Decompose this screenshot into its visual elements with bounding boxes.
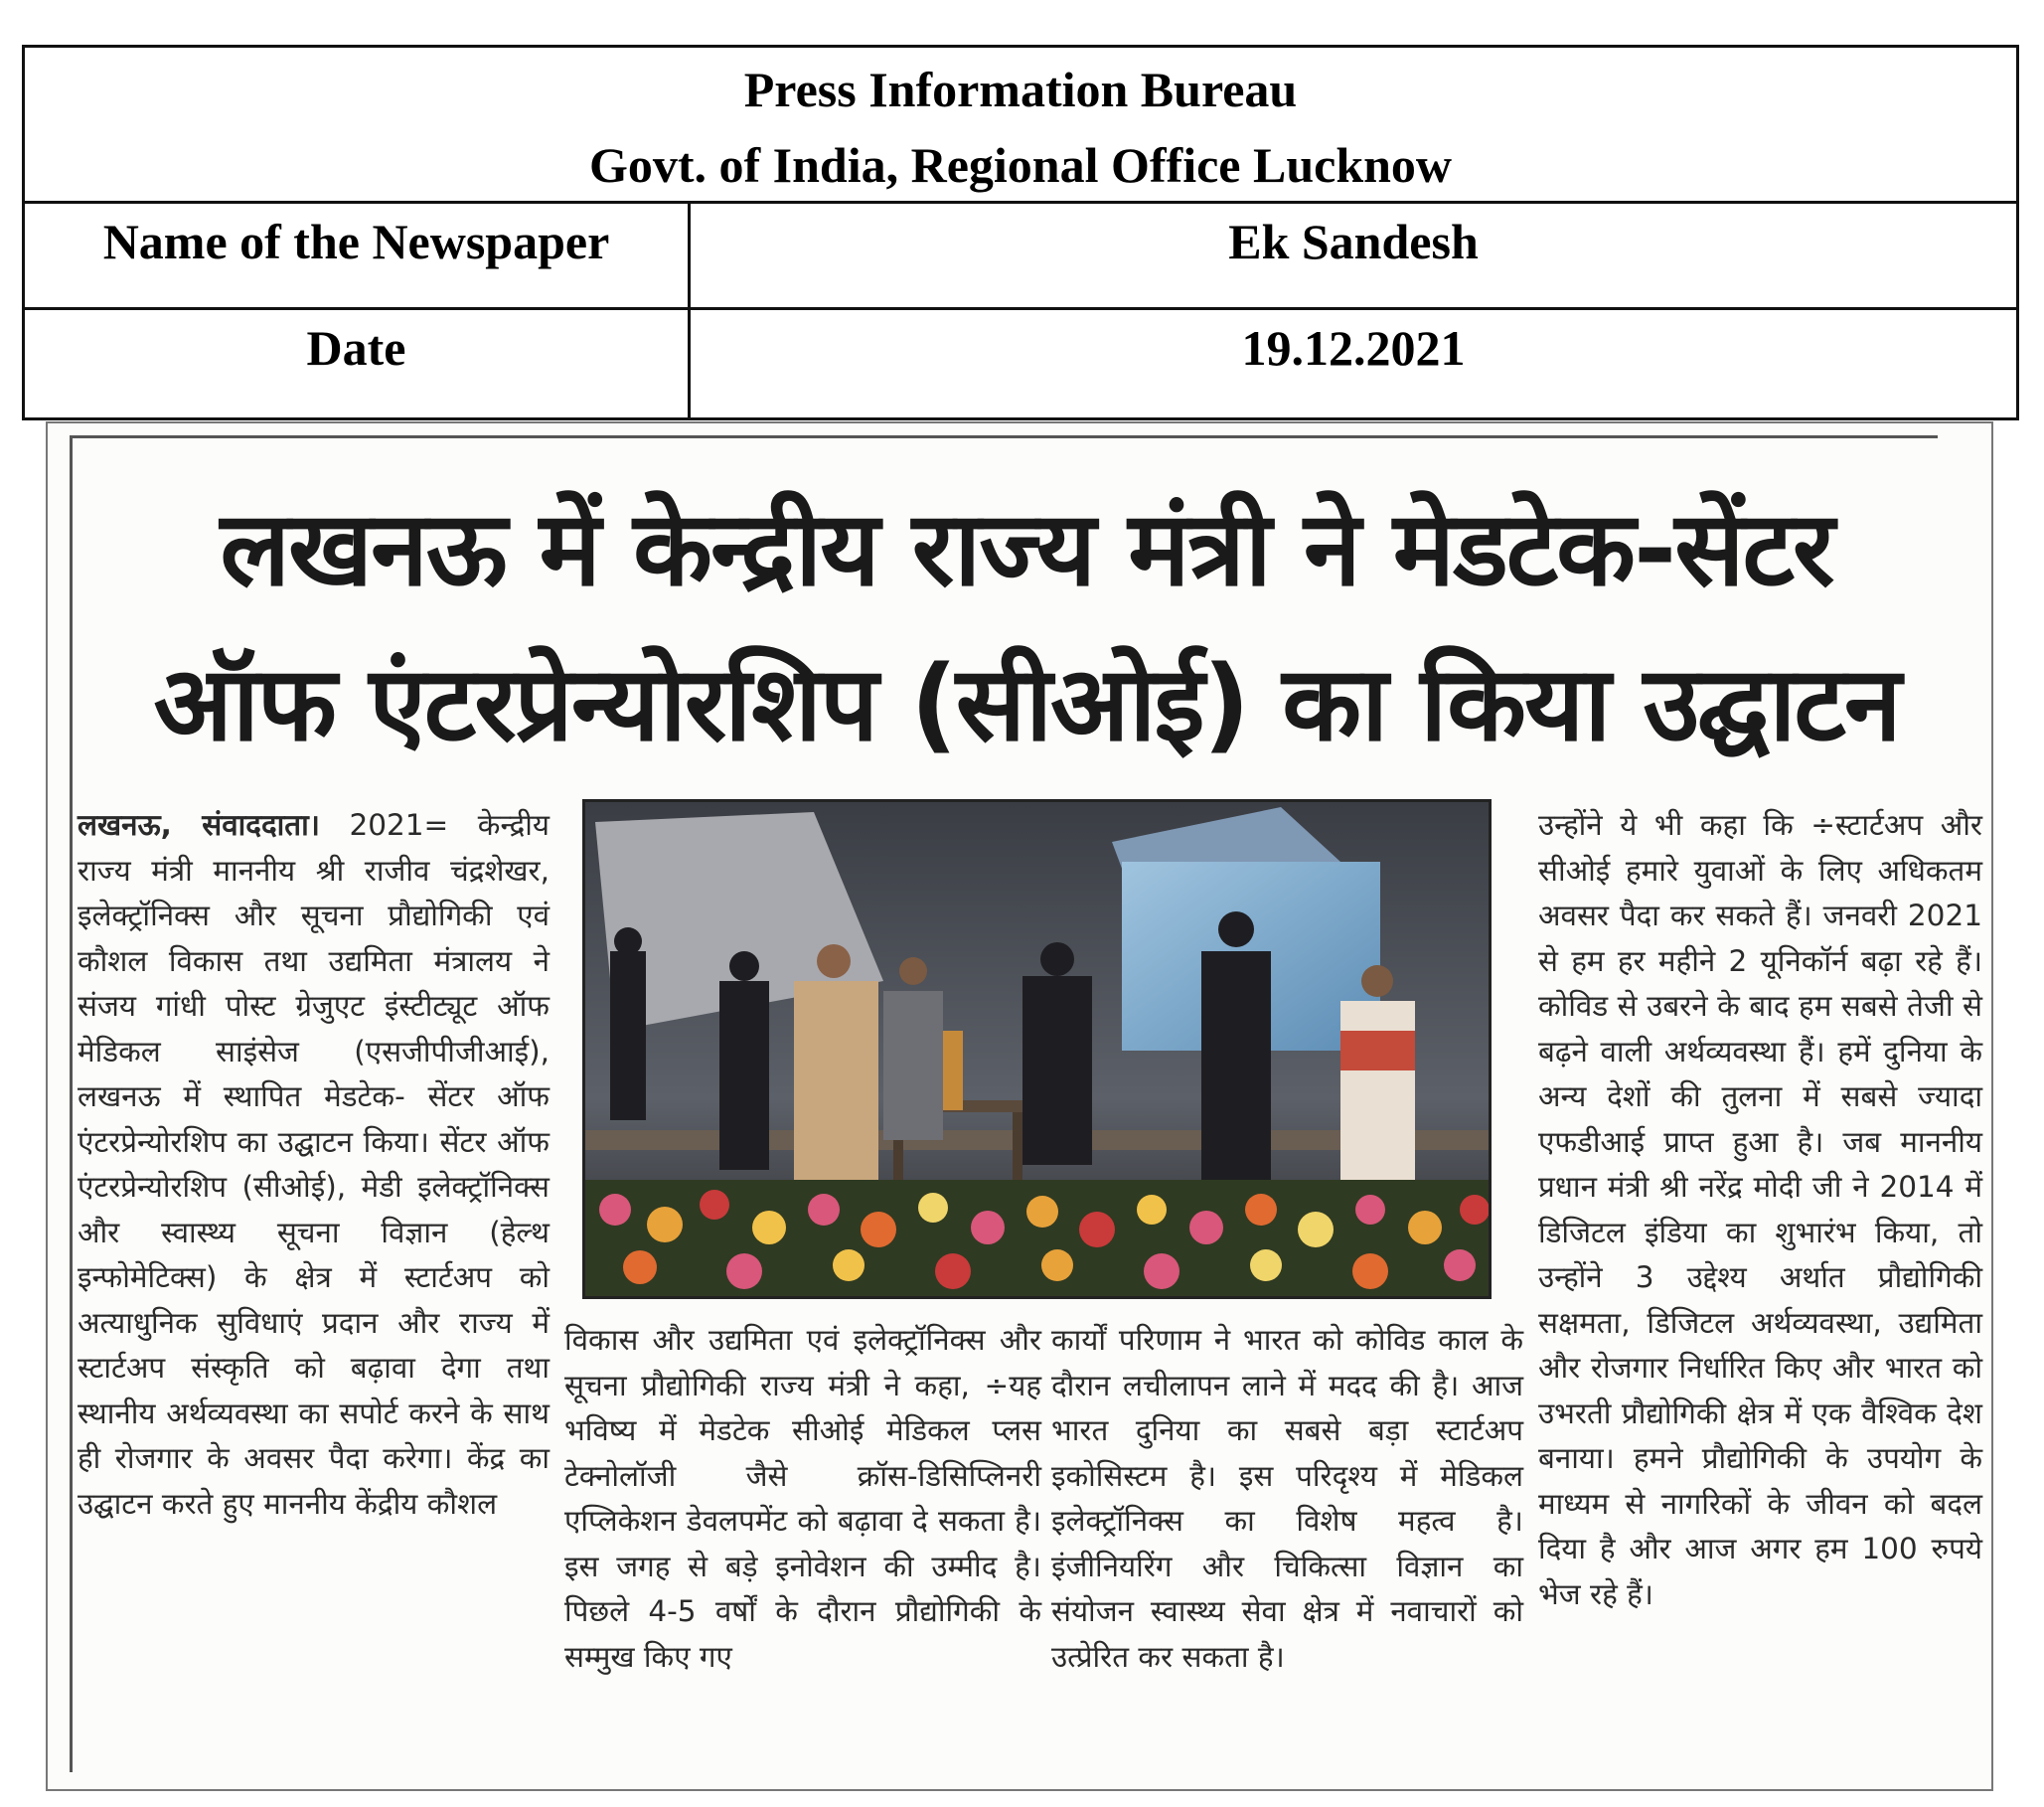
newspaper-row (25, 204, 2016, 310)
column-2-text: विकास और उद्यमिता एवं इलेक्ट्रॉनिक्स और सूचना प्रौद्योगिकी राज्य मंत्री ने कहा, ÷यह भविष्य में मेडटेक सीओई मेडिकल प्लस टेक्नोलॉजी जैसे क्रॉस-डिसिप्लिनरी एप्लिकेशन डेवलपमेंट को बढ़ावा दे सकता है। इस जगह से बड़े इनोवेशन की उम्मीद है। पिछले 4-5 वर्षों के दौरान प्रौद्योगिकी के सम्मुख किए गए (564, 1323, 1041, 1674)
date-row (25, 310, 2016, 417)
article-column-1 (78, 803, 550, 1527)
column-3-text: कार्यों परिणाम ने भारत को कोविड काल के दौरान लचीलापन लाने में मदद की है। आज भारत दुनिया का सबसे बड़ा स्टार्टअप इकोसिस्टम है। इस परिदृश्य में मेडिकल इलेक्ट्रॉनिक्स का विशेष महत्व है। इंजीनियरिंग और चिकित्सा विज्ञान का संयोजन स्वास्थ्य सेवा क्षेत्र में नवाचारों को उत्प्रेरित कर सकता है। (1051, 1323, 1523, 1674)
article-column-2 (564, 1318, 1041, 1680)
article-dateline: लखनऊ, संवाददाता। (78, 808, 320, 842)
newspaper-value: Ek Sandesh (1228, 214, 1479, 269)
article-column-3 (1051, 1318, 1523, 1680)
headline-line-2: ऑफ एंटरप्रेन्योरशिप (सीओई) का किया उद्घाटन (153, 643, 1900, 764)
newspaper-clipping (46, 421, 1993, 1791)
pib-header-table (22, 45, 2019, 420)
column-4-text: उन्होंने ये भी कहा कि ÷स्टार्टअप और सीओई हमारे युवाओं के लिए अधिकतम अवसर पैदा कर सकते हैं। जनवरी 2021 से हम हर महीने 2 यूनिकॉर्न बढ़ा रहे हैं। कोविड से उबरने के बाद हम सबसे तेजी से बढ़ने वाली अर्थव्यवस्था हैं। हमें दुनिया के अन्य देशों की तुलना में सबसे ज्यादा एफडीआई प्राप्त हुआ है। जब माननीय प्रधान मंत्री श्री नरेंद्र मोदी जी ने 2014 में डिजिटल इंडिया का शुभारंभ किया, तो उन्होंने 3 उद्देश्य अर्थात प्रौद्योगिकी सक्षमता, डिजिटल अर्थव्यवस्था, उद्यमिता और रोजगार निर्धारित किए और भारत को उभरती प्रौद्योगिकी क्षेत्र में एक वैश्विक देश बनाया। हमने प्रौद्योगिकी के उपयोग के माध्यम से नागरिकों के जीवन को बदल दिया है और आज अगर हम 100 रुपये भेज रहे हैं। (1538, 808, 1982, 1611)
newspaper-label: Name of the Newspaper (25, 204, 691, 307)
clipping-top-rule (70, 435, 1938, 438)
clipping-left-rule (70, 435, 73, 1772)
column-1-text: 2021= केन्द्रीय राज्य मंत्री माननीय श्री राजीव चंद्रशेखर, इलेक्ट्रॉनिक्स और सूचना प्रौद्योगिकी एवं कौशल विकास तथा उद्यमिता मंत्रालय ने संजय गांधी पोस्ट ग्रेजुएट इंस्टीट्यूट ऑफ मेडिकल साइंसेज (एसजीपीजीआई), लखनऊ में स्थापित मेडटेक- सेंटर ऑफ एंटरप्रेन्योरशिप का उद्घाटन किया। सेंटर ऑफ एंटरप्रेन्योरशिप (सीओई), मेडी इलेक्ट्रॉनिक्स और स्वास्थ्य सूचना विज्ञान (हेल्थ इन्फोमेटिक्स) के क्षेत्र में स्टार्टअप को अत्याधुनिक सुविधाएं प्रदान और राज्य में स्टार्टअप संस्कृति को बढ़ावा देगा तथा स्थानीय अर्थव्यवस्था का सपोर्ट करने के साथ ही रोजगार के अवसर पैदा करेगा। केंद्र का उद्घाटन करते हुए माननीय केंद्रीय कौशल (78, 808, 550, 1521)
pib-title: Press Information Bureau (743, 62, 1298, 117)
headline-line-1: लखनऊ में केन्द्रीय राज्य मंत्री ने मेडटेक-सेंटर (220, 488, 1833, 609)
pib-subtitle: Govt. of India, Regional Office Lucknow (588, 137, 1453, 193)
article-column-4 (1538, 803, 1982, 1617)
article-headline (87, 471, 1965, 781)
date-value: 19.12.2021 (1241, 320, 1466, 376)
event-photo (582, 799, 1492, 1299)
date-label: Date (25, 310, 691, 417)
pib-title-cell (25, 48, 2016, 204)
